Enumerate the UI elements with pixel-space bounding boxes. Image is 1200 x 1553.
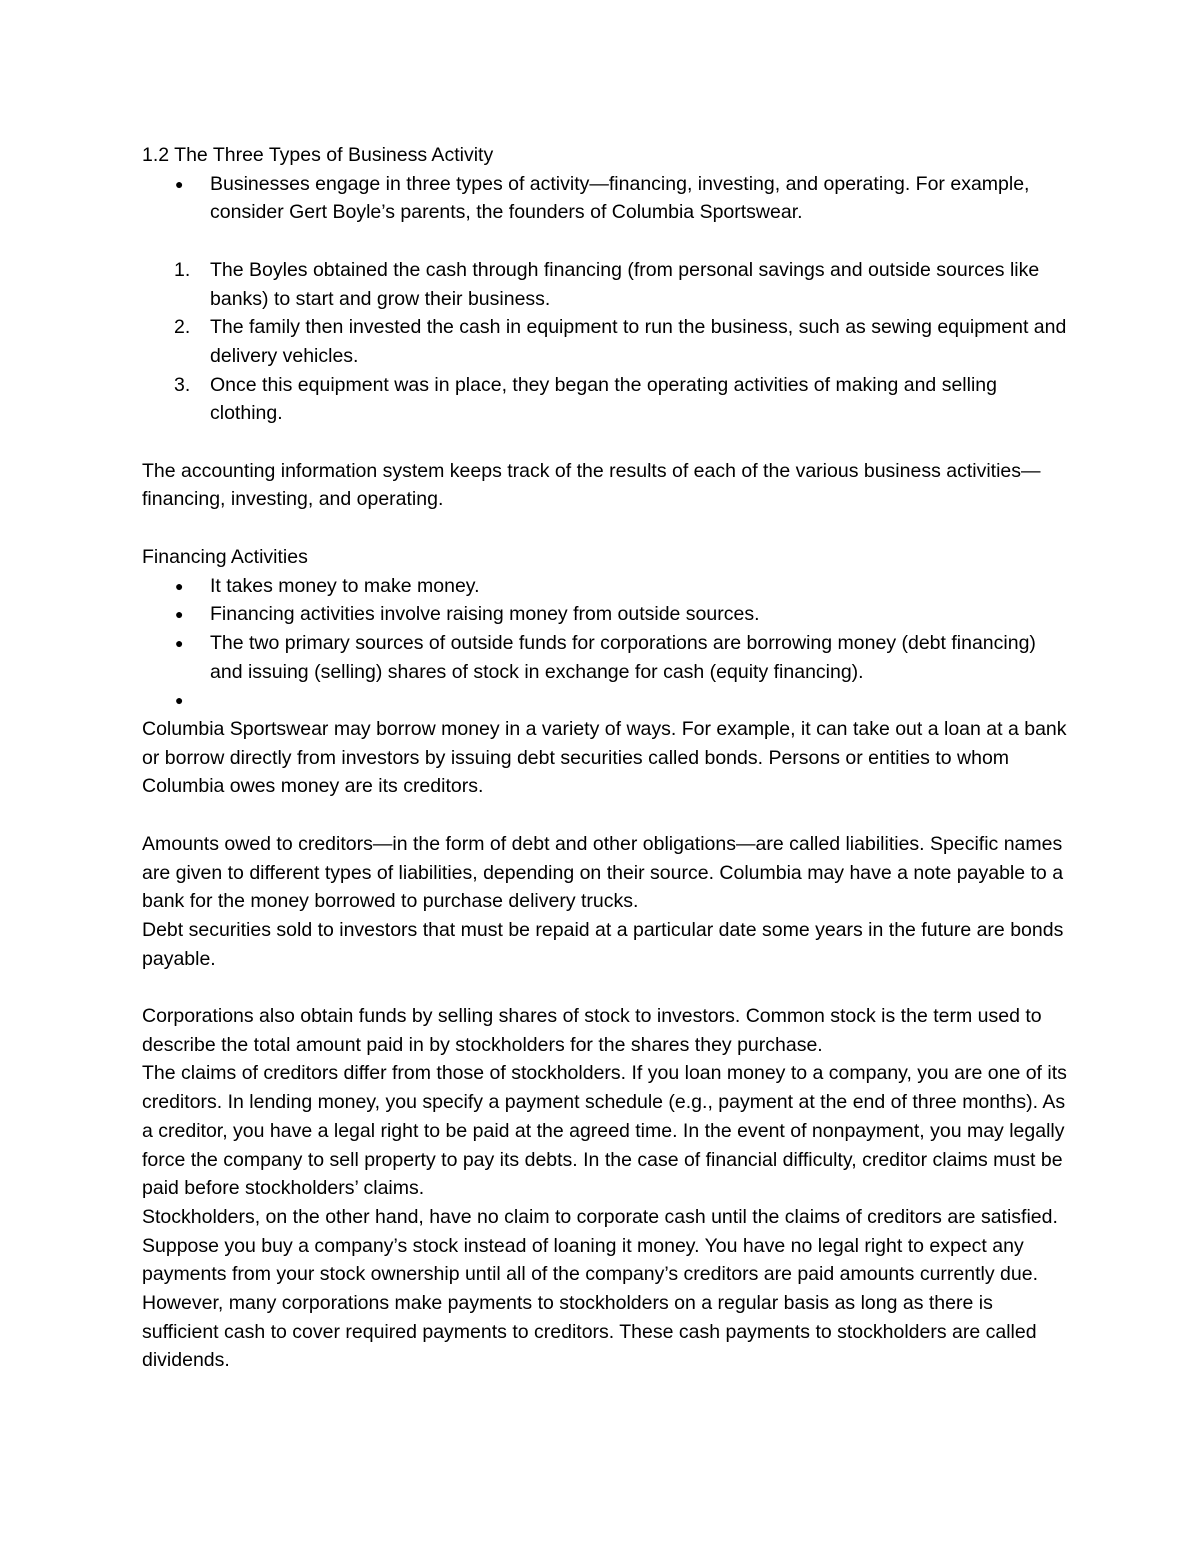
bullet-text: Businesses engage in three types of activity—financing, investing, and operating. For example, consider Gert Boyle’s parents, the founders of Columbia Sportswear.: [210, 172, 1030, 224]
list-item: [142, 170, 1072, 227]
spacer: [142, 801, 1072, 830]
list-item: [142, 600, 1072, 629]
list-item: [142, 256, 1072, 313]
spacer: [142, 514, 1072, 543]
spacer: [142, 227, 1072, 256]
paragraph-borrow: Columbia Sportswear may borrow money in a variety of ways. For example, it can take out a loan at a bank or borrow directly from investors by issuing debt securities called bonds. Persons or entities to whom Columbia owes money are its creditors.: [142, 718, 1067, 798]
bullet-marker: ●: [175, 577, 184, 594]
item-number: 1.: [174, 258, 191, 281]
numbered-list: [142, 256, 1072, 428]
paragraph-stock-1: Corporations also obtain funds by selling shares of stock to investors. Common stock is the term used to describe the total amount paid in by stockholders for the shares they purchase.: [142, 1005, 1042, 1056]
list-item: [142, 371, 1072, 428]
spacer: [142, 973, 1072, 1002]
bullet-marker: ●: [175, 175, 184, 192]
financing-bullet-list: [142, 572, 1072, 716]
spacer: [142, 428, 1072, 457]
paragraph-liabilities-2: Debt securities sold to investors that must be repaid at a particular date some years in the future are bonds payable.: [142, 918, 1064, 970]
list-item-empty: [142, 686, 1072, 715]
bullet-marker: ●: [175, 634, 184, 651]
paragraph-liabilities-1: Amounts owed to creditors—in the form of debt and other obligations—are called liabilities. Specific names are given to different types of liabilities, depending on their source. Columbia may have a note payable to a bank for the money borrowed to purchase delivery trucks.: [142, 832, 1064, 913]
item-text: The family then invested the cash in equipment to run the business, such as sewing equipment and delivery vehicles.: [210, 316, 1067, 367]
bullet-text: Financing activities involve raising money from outside sources.: [210, 603, 760, 626]
paragraph-stock-2: The claims of creditors differ from those of stockholders. If you loan money to a company, you are one of its creditors. In lending money, you specify a payment schedule (e.g., payment at the end of three months). As a creditor, you have a legal right to be paid at the agreed time. In the event of nonpayment, you may legally force the company to sell property to pay its debts. In the case of financial difficulty, creditor claims must be paid before stockholders’ claims.: [142, 1062, 1067, 1200]
bullet-marker: ●: [175, 606, 184, 623]
item-text: Once this equipment was in place, they began the operating activities of making and selling clothing.: [210, 373, 997, 425]
list-item: [142, 629, 1072, 686]
intro-bullet-list: [142, 170, 1072, 227]
list-item: [142, 572, 1072, 601]
bullet-marker: ●: [175, 692, 184, 709]
bullet-text: It takes money to make money.: [210, 574, 480, 597]
item-number: 2.: [174, 316, 191, 339]
paragraph-stock-3: Stockholders, on the other hand, have no claim to corporate cash until the claims of creditors are satisfied. Suppose you buy a company’s stock instead of loaning it money. You have no legal right to expect any payments from your stock ownership until all of the company’s creditors are paid amounts currently due. However, many corporations make payments to stockholders on a regular basis as long as there is sufficient cash to cover required payments to creditors. These cash payments to stockholders are called dividends.: [142, 1205, 1058, 1372]
paragraph-accounting: The accounting information system keeps track of the results of each of the various business activities—financing, investing, and operating.: [142, 459, 1041, 511]
item-number: 3.: [174, 373, 191, 396]
item-text: The Boyles obtained the cash through financing (from personal savings and outside sources like banks) to start and grow their business.: [210, 258, 1040, 310]
bullet-text: The two primary sources of outside funds for corporations are borrowing money (debt financing) and issuing (selling) shares of stock in exchange for cash (equity financing).: [210, 631, 1036, 683]
list-item: [142, 313, 1072, 370]
document-page: [142, 141, 1072, 1375]
financing-heading: Financing Activities: [142, 545, 308, 568]
section-title: 1.2 The Three Types of Business Activity: [142, 144, 494, 166]
